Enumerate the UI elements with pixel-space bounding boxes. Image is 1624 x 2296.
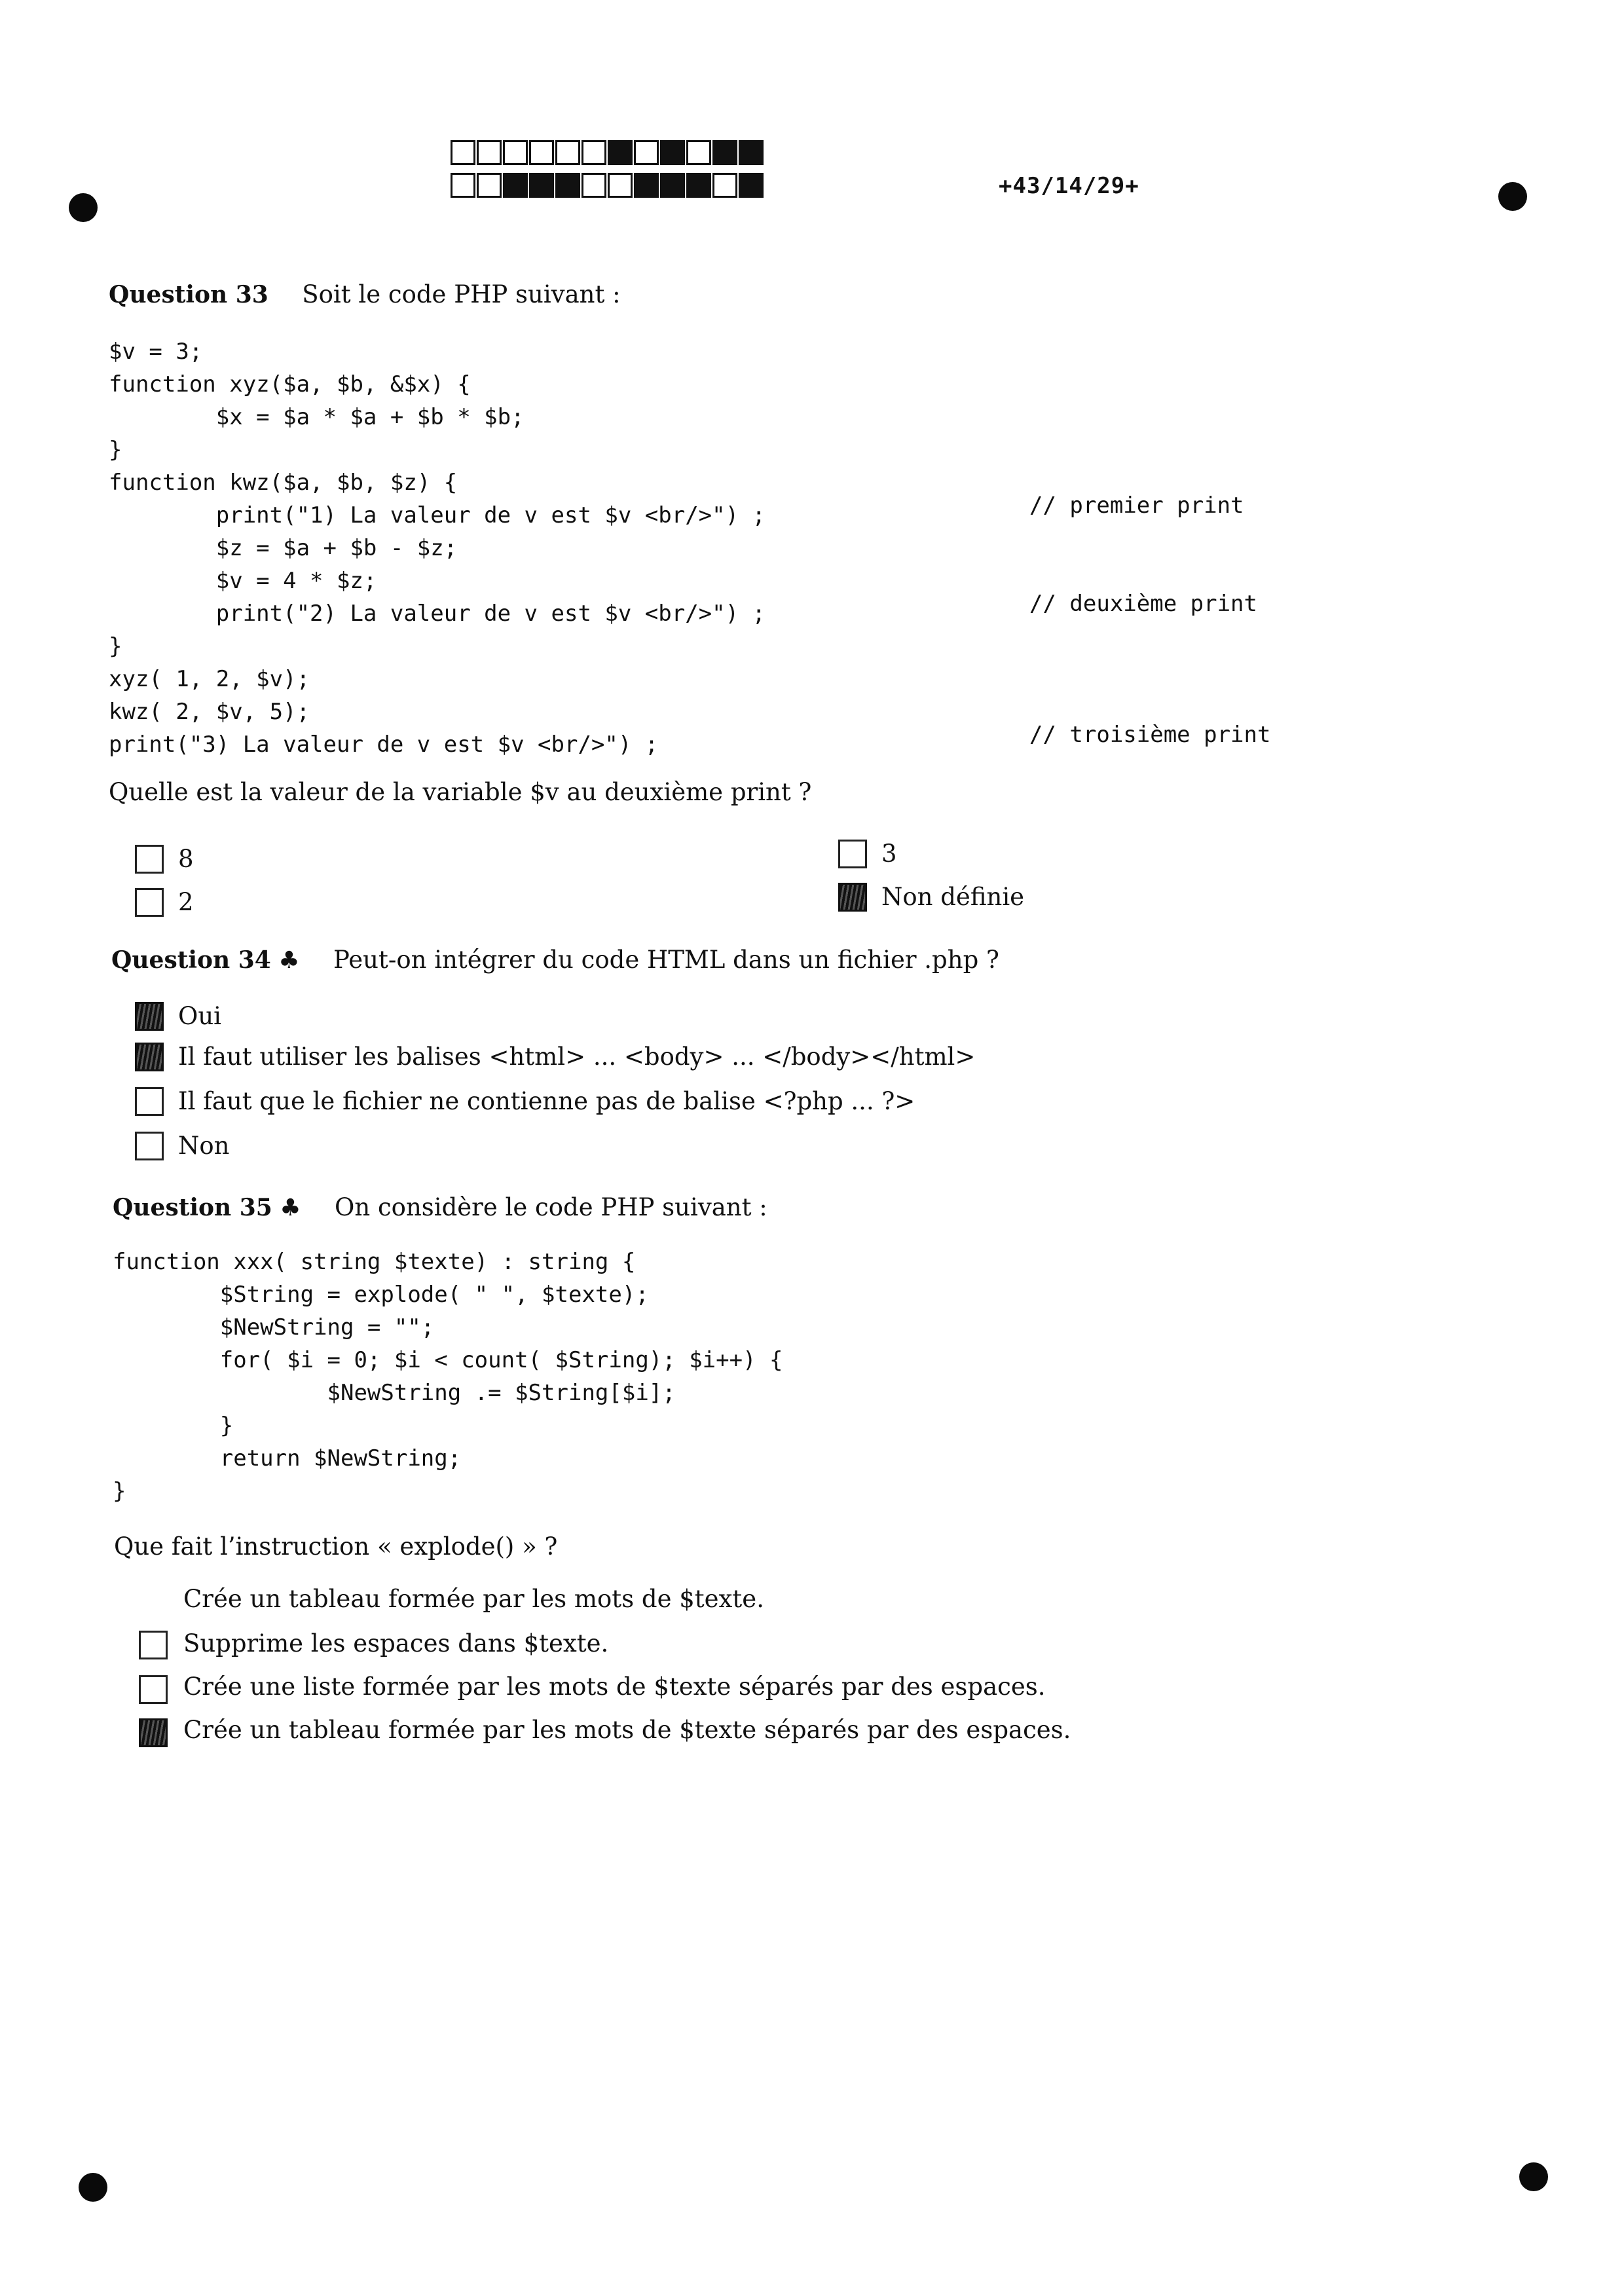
q34-option-oui-checkbox[interactable] (135, 1002, 164, 1031)
corner-mark-top-right (1498, 182, 1527, 211)
barcode-cell (634, 173, 659, 198)
barcode-cell (555, 140, 580, 165)
barcode-top (451, 140, 765, 165)
question-33-prompt: Soit le code PHP suivant : (302, 280, 621, 308)
barcode-cell (555, 173, 580, 198)
q33-option-3-checkbox[interactable] (838, 840, 867, 868)
question-35-code: function xxx( string $texte) : string { $String = explode( " ", $texte); $NewString = ""; for( $i = 0; $i < count( $String); $i++) { $NewString .= $String[$i]; } return $NewString; } (113, 1249, 783, 1504)
q34-option-sans-php-checkbox[interactable] (135, 1087, 164, 1116)
barcode-cell (581, 173, 606, 198)
q34-option-balises-checkbox[interactable] (135, 1043, 164, 1071)
question-33-heading (109, 280, 621, 308)
q33-option-non-definie-label: Non définie (881, 883, 1025, 911)
barcode-cell (712, 173, 737, 198)
q33-option-8-label: 8 (178, 845, 194, 873)
barcode-cell (739, 140, 764, 165)
q34-option-oui-label: Oui (178, 1002, 221, 1030)
question-35-prompt: On considère le code PHP suivant : (335, 1193, 767, 1221)
q35-option-tableau-separes-checkbox[interactable] (139, 1718, 168, 1747)
barcode-cell (686, 140, 711, 165)
barcode-cell (660, 173, 685, 198)
q33-option-non-definie-checkbox[interactable] (838, 883, 867, 912)
corner-mark-bottom-left (79, 2173, 107, 2202)
barcode-cell (503, 140, 528, 165)
question-35-question: Que fait l’instruction « explode() » ? (114, 1532, 558, 1561)
barcode-cell (581, 140, 606, 165)
barcode-cell (660, 140, 685, 165)
question-33-question: Quelle est la valeur de la variable $v au deuxième print ? (109, 778, 812, 806)
barcode-cell (451, 140, 475, 165)
corner-mark-bottom-right (1519, 2162, 1548, 2191)
q33-option-3-label: 3 (881, 840, 897, 868)
q35-option-supprime-espaces-checkbox[interactable] (139, 1631, 168, 1659)
barcode-cell (608, 140, 633, 165)
q35-option-tableau-separes-label: Crée un tableau formée par les mots de $texte séparés par des espaces. (183, 1716, 1071, 1744)
question-34-prompt: Peut-on intégrer du code HTML dans un fichier .php ? (333, 946, 999, 974)
q35-option-supprime-espaces-label: Supprime les espaces dans $texte. (183, 1629, 609, 1657)
club-icon: ♣ (278, 947, 300, 974)
barcode-cell (503, 173, 528, 198)
question-33-code: $v = 3; function xyz($a, $b, &$x) { $x = $a * $a + $b * $b; } function kwz($a, $b, $z) { print("1) La valeur de v est $v <br/>") ; $z = $a + $b - $z; $v = 4 * $z; print("2) La valeur de v est $v <br/>") ; } xyz( 1, 2, $v); kwz( 2, $v, 5); print("3) La valeur de v est $v <br/>") ; (109, 339, 766, 758)
q34-option-sans-php-label: Il faut que le fichier ne contienne pas de balise <?php ... ?> (178, 1087, 915, 1115)
q35-option-liste-mots-label: Crée une liste formée par les mots de $texte séparés par des espaces. (183, 1673, 1046, 1701)
q34-option-balises-label: Il faut utiliser les balises <html> ... <body> ... </body></html> (178, 1043, 976, 1071)
q35-option-tableau-mots-label: Crée un tableau formée par les mots de $texte. (183, 1585, 764, 1613)
corner-mark-top-left (69, 193, 98, 222)
barcode-cell (608, 173, 633, 198)
code-comment-troisieme-print: // troisième print (1029, 722, 1271, 748)
barcode-cell (477, 173, 502, 198)
q33-option-2-checkbox[interactable] (135, 888, 164, 917)
question-34-number: Question 34 (111, 946, 271, 974)
code-comment-premier-print: // premier print (1029, 492, 1244, 519)
q35-option-liste-mots-checkbox[interactable] (139, 1675, 168, 1704)
barcode-cell (477, 140, 502, 165)
q34-option-non-label: Non (178, 1132, 230, 1160)
barcode-cell (529, 140, 554, 165)
barcode-bottom (451, 173, 765, 198)
club-icon: ♣ (280, 1194, 301, 1221)
q33-option-2-label: 2 (178, 888, 194, 916)
barcode-cell (529, 173, 554, 198)
question-35-number: Question 35 (113, 1194, 272, 1221)
question-35-heading (113, 1193, 767, 1221)
question-33-number: Question 33 (109, 281, 268, 308)
barcode-cell (686, 173, 711, 198)
barcode-cell (451, 173, 475, 198)
barcode-cell (634, 140, 659, 165)
question-34-heading (111, 946, 999, 974)
q34-option-non-checkbox[interactable] (135, 1132, 164, 1160)
barcode-cell (712, 140, 737, 165)
q33-option-8-checkbox[interactable] (135, 845, 164, 874)
code-comment-deuxieme-print: // deuxième print (1029, 591, 1257, 617)
page-id: +43/14/29+ (999, 173, 1139, 199)
barcode-cell (739, 173, 764, 198)
